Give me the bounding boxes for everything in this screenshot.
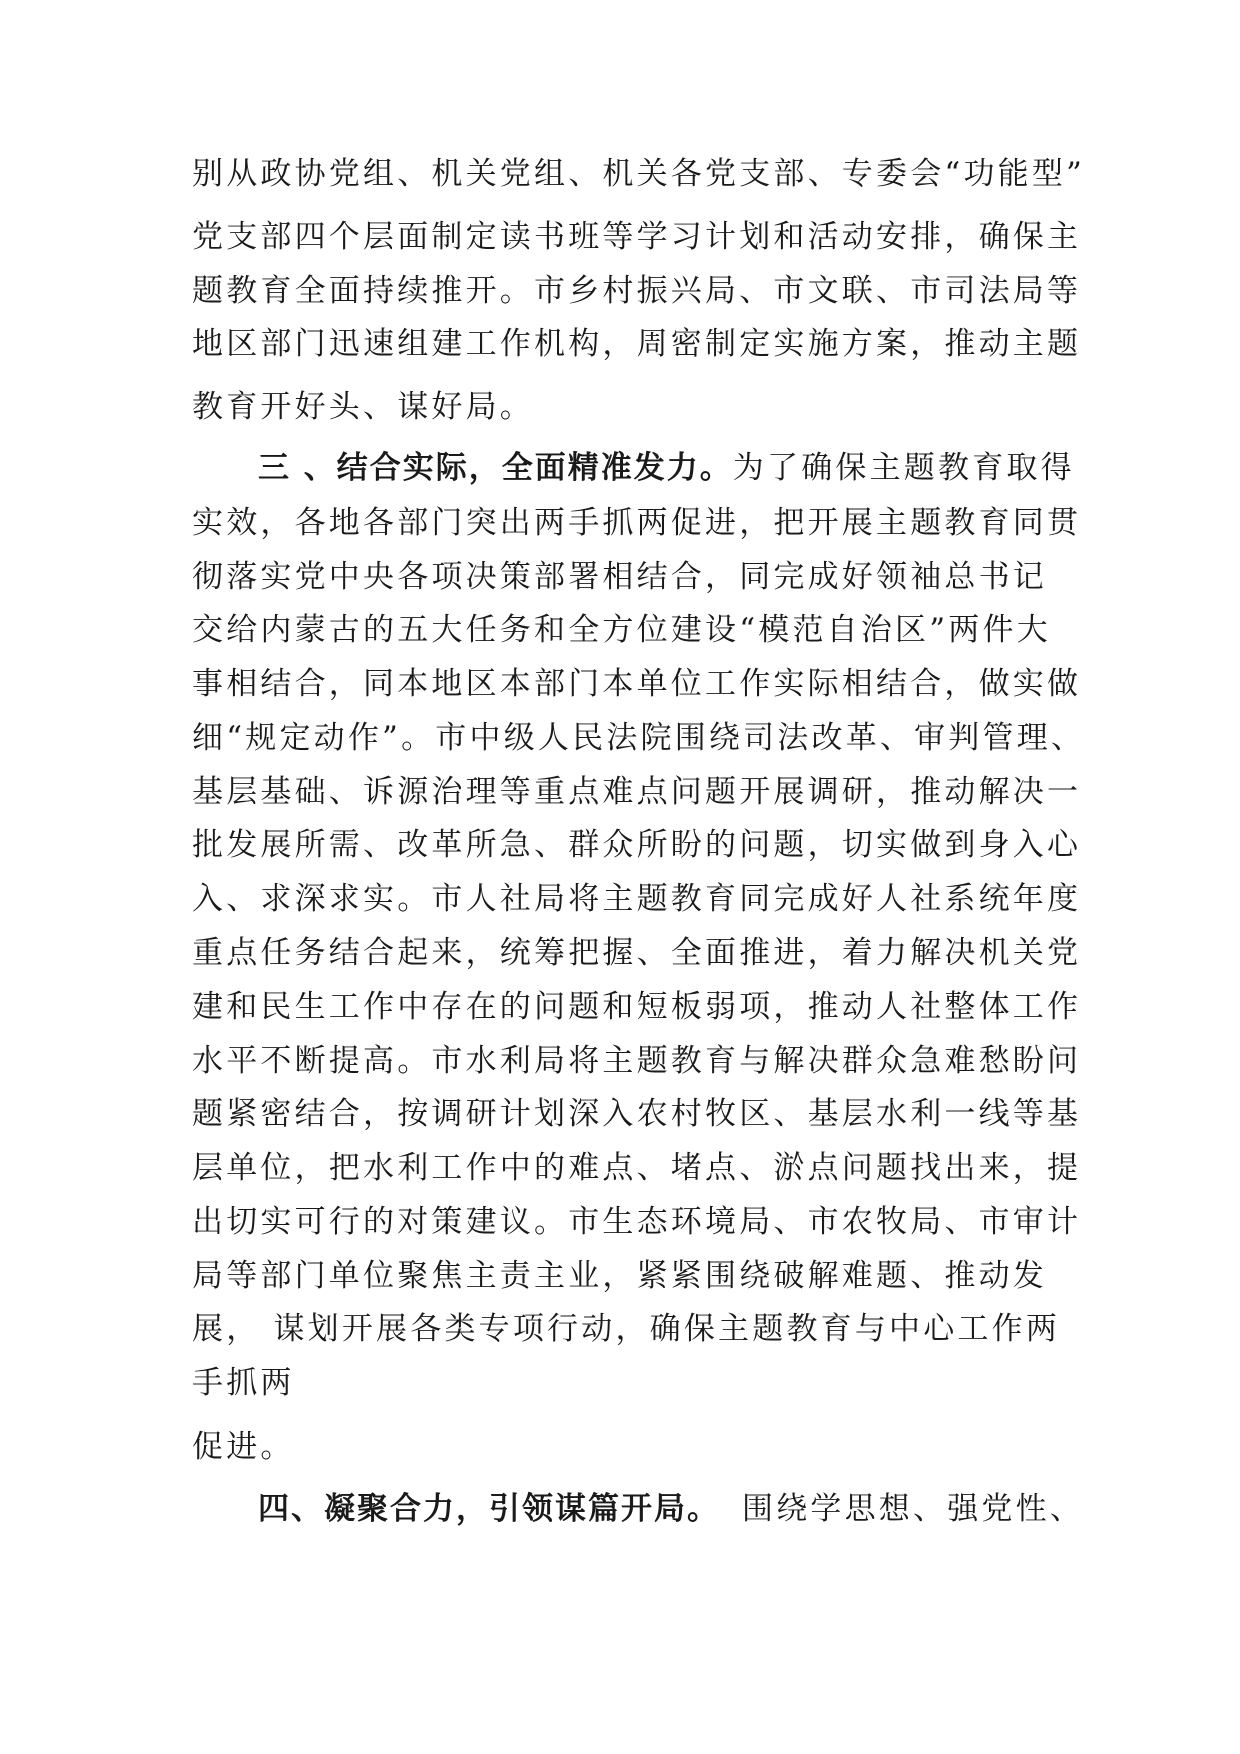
- paragraph-line: 彻落实党中央各项决策部署相结合，同完成好领袖总书记: [192, 559, 1047, 595]
- paragraph-line: 题教育全面持续推开。市乡村振兴局、市文联、市司法局等: [192, 273, 1082, 309]
- paragraph-line: 出切实可行的对策建议。市生态环境局、市农牧局、市审计: [192, 1204, 1082, 1240]
- paragraph-line: 入、求深求实。市人社局将主题教育同完成好人社系统年度: [192, 881, 1082, 917]
- section-4-text: 围绕学思想、强党性、: [742, 1491, 1084, 1527]
- paragraph-line: 交给内蒙古的五大任务和全方位建设“模范自治区”两件大: [192, 612, 1051, 648]
- paragraph-line: 地区部门迅速组建工作机构，周密制定实施方案，推动主题: [192, 326, 1082, 362]
- paragraph-line: 教育开好头、谋好局。: [192, 389, 534, 425]
- section-4-heading: 四、凝聚合力，引领谋篇开局。: [258, 1491, 720, 1527]
- paragraph-line: 党支部四个层面制定读书班等学习计划和活动安排，确保主: [192, 219, 1082, 255]
- section-3-text: 为了确保主题教育取得: [732, 450, 1075, 486]
- paragraph-line: 别从政协党组、机关党组、机关各党支部、专委会“功能型”: [192, 156, 1086, 192]
- paragraph-line: 题紧密结合，按调研计划深入农村牧区、基层水利一线等基: [192, 1096, 1082, 1132]
- paragraph-line: 批发展所需、改革所急、群众所盼的问题，切实做到身入心: [192, 827, 1082, 863]
- paragraph-line: 事相结合，同本地区本部门本单位工作实际相结合，做实做: [192, 666, 1082, 702]
- paragraph-line: 展， 谋划开展各类专项行动，确保主题教育与中心工作两: [192, 1311, 1061, 1347]
- paragraph-line: 手抓两: [192, 1365, 295, 1401]
- section-3-line: [258, 446, 1075, 490]
- paragraph-line: 细“规定动作”。市中级人民法院围绕司法改革、审判管理、: [192, 720, 1086, 756]
- section-3-heading: 三 、结合实际，全面精准发力。: [258, 450, 733, 486]
- paragraph-line: 水平不断提高。市水利局将主题教育与解决群众急难愁盼问: [192, 1043, 1082, 1079]
- paragraph-line: 建和民生工作中存在的问题和短板弱项，推动人社整体工作: [192, 989, 1082, 1025]
- paragraph-line: 实效，各地各部门突出两手抓两促进，把开展主题教育同贯: [192, 505, 1082, 541]
- paragraph-line: 层单位，把水利工作中的难点、堵点、淤点问题找出来，提: [192, 1150, 1082, 1186]
- section-4-line: [258, 1487, 1084, 1531]
- paragraph-line: 基层基础、诉源治理等重点难点问题开展调研，推动解决一: [192, 774, 1082, 810]
- paragraph-line: 重点任务结合起来，统筹把握、全面推进，着力解决机关党: [192, 935, 1082, 971]
- paragraph-line: 促进。: [192, 1429, 295, 1465]
- paragraph-line: 局等部门单位聚焦主责主业，紧紧围绕破解难题、推动发: [192, 1258, 1047, 1294]
